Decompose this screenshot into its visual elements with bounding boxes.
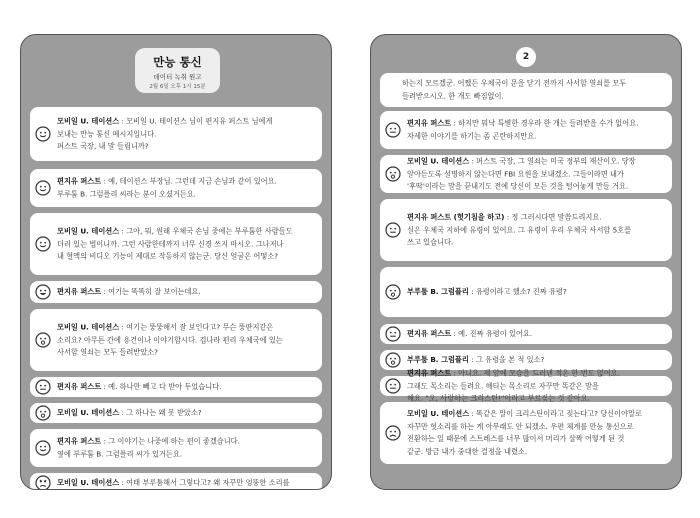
speaker-name: 편지유 퍼스트 xyxy=(407,368,452,378)
message-text xyxy=(407,328,664,341)
speaker-name: 부루툼 B. 그럼플리 xyxy=(407,354,469,364)
message-line: 그래도 목소리는 들려요. 해티는 목소리로 자꾸만 똑같은 말을 xyxy=(407,380,599,390)
message-line: : 퍼스트 국장, 그 열쇠는 미국 정부의 재산이오. 당장 xyxy=(469,156,636,166)
neutral-face-icon xyxy=(35,379,51,395)
message-bubble xyxy=(380,199,672,261)
message-line: 같군. 방금 내가 중대한 결정을 내렸소. xyxy=(407,446,528,456)
message-line: 사서함 열쇠는 모두 들려받았소? xyxy=(57,347,158,357)
message-bubble xyxy=(30,429,322,467)
neutral-face-icon xyxy=(385,222,401,238)
surprised-face-icon xyxy=(385,284,401,300)
message-line: 옆에 부루툼 B. 그럼플리 씨가 있거든요. xyxy=(57,449,183,458)
message-line: : 유령이라고 했소? 진짜 유령? xyxy=(468,286,567,296)
message-text xyxy=(57,286,314,299)
message-text xyxy=(407,367,664,405)
message-line: : 여기는 똑똑히 잘 보이는데요. xyxy=(101,286,201,296)
message-line: : 여기는 뚱뚱해서 잘 보인다고? 무슨 뚱딴지같은 xyxy=(119,322,274,332)
speaker-name: 모비일 U. 테이션스 xyxy=(407,156,470,166)
left-page xyxy=(20,34,332,490)
surprised-face-icon xyxy=(385,166,401,182)
speaker-name: 모비일 U. 테이션스 xyxy=(57,322,120,332)
happy-face-icon xyxy=(35,284,51,300)
message-line: 자세한 이야기를 하기는 좀 곤란하지만요. xyxy=(407,131,537,140)
message-line: 자꾸만 헛소리를 하는 게 아무래도 안 되겠소. 우편 체계를 만능 통신으로 xyxy=(407,421,634,431)
continued-message-bubble xyxy=(380,73,672,107)
message-bubble xyxy=(380,155,672,193)
message-line: : 그아, 뭐, 원래 우체국 손님 중에는 부루툼한 사람들도 xyxy=(119,226,293,236)
speaker-name: 부루툼 B. 그럼플리 xyxy=(407,286,469,296)
surprised-face-icon xyxy=(35,405,51,421)
message-text xyxy=(57,407,314,420)
surprised-face-icon xyxy=(385,352,401,368)
message-line: : 똑같은 말이 크리스틴이라고 짖는다고? 당신이야말로 xyxy=(469,409,642,418)
message-line: 보내는 만능 통신 메시지입니다. xyxy=(57,128,157,138)
message-line: : 예. 하나만 빼고 다 받아 두었습니다. xyxy=(101,381,222,391)
message-line: 부루툼 B. 그럼플리 씨라는 분이 오셨거든요. xyxy=(57,189,196,198)
message-line: : 하지만 뭐낙 특별한 경우라 한 개는 들려받을 수가 없어요. xyxy=(451,118,639,128)
message-text xyxy=(407,354,664,367)
message-line: 더러 있는 법이니까. 그런 사람한테까지 너무 신경 쓰지 마시오. 그나저나 xyxy=(57,238,284,248)
transcript-header xyxy=(135,48,220,93)
message-line: 들려받으시오. 한 개도 빠짐없이. xyxy=(402,91,504,100)
speaker-name: 편지유 퍼스트 xyxy=(57,436,102,446)
message-bubble xyxy=(30,473,322,490)
message-bubble xyxy=(380,111,672,149)
message-bubble xyxy=(380,324,672,344)
message-bubble xyxy=(30,309,322,371)
neutral-face-icon xyxy=(385,378,401,394)
speaker-name: 편지유 퍼스트 xyxy=(407,328,452,338)
message-line: 해요. "오, 사랑하는 크리스틴!"이라고 부르짖는 것 같아요. xyxy=(407,393,590,403)
message-text xyxy=(407,408,664,458)
angry-face-icon xyxy=(35,475,51,490)
message-line: : 그 이야기는 나중에 하는 편이 좋겠습니다. xyxy=(101,436,240,446)
page-number: 2 xyxy=(516,47,536,67)
page-subtitle: 데이터 녹취 원고 xyxy=(153,73,202,81)
message-bubble xyxy=(380,368,672,403)
message-line: : 예. 진짜 유령이 있어요. xyxy=(451,328,533,338)
message-line: '후딱'이라는 말을 끝내기도 전에 당신이 모든 것을 털어놓게 만들 거요. xyxy=(407,181,629,191)
message-bubble xyxy=(30,169,322,207)
message-bubble xyxy=(380,267,672,317)
message-text xyxy=(407,211,664,249)
message-bubble xyxy=(30,377,322,397)
message-line: : 예, 테이션스 부장님. 그런데 지금 손님과 같이 있어요. xyxy=(101,176,277,186)
message-text xyxy=(407,155,664,193)
message-line: 실은 우체국 지하에 유령이 있어요. 그 유령이 우리 우체국 사서함 5호를 xyxy=(407,224,632,234)
message-line: 전환하는 일 때문에 스트레스를 너무 많이서 머리가 살짝 어떻게 된 것 xyxy=(407,434,625,443)
speaker-name: 모비일 U. 테이션스 xyxy=(57,226,120,236)
neutral-face-icon xyxy=(385,122,401,138)
message-line: 하는지 모르겠군. 어쨌든 우체국이 문을 닫기 전까지 사서함 열쇠를 모두 xyxy=(402,78,627,88)
speaker-name: 모비일 U. 테이션스 xyxy=(57,116,120,126)
message-line: : 아니요. 제 앞에 모습을 드러낸 적은 한 번도 없어요. xyxy=(451,368,620,378)
smile-face-icon xyxy=(35,440,51,456)
speaker-name: 모비일 U. 테이션스 xyxy=(57,407,120,417)
message-line: : 그 하나는 왜 못 받았소? xyxy=(119,407,202,417)
message-line: 쓰고 있습니다. xyxy=(407,237,454,247)
speaker-name: 모비일 U. 테이션스 xyxy=(407,409,470,418)
message-text xyxy=(57,225,314,263)
surprised-face-icon xyxy=(35,332,51,348)
message-text xyxy=(57,436,314,461)
message-text xyxy=(57,477,314,490)
message-bubble xyxy=(30,281,322,303)
message-line: 퍼스트 국장, 내 말 들립니까? xyxy=(57,141,149,151)
message-text xyxy=(402,78,664,103)
page-title: 만능 통신 xyxy=(153,55,202,69)
smile-face-icon xyxy=(35,236,51,252)
message-text xyxy=(57,115,314,153)
message-line: : 여태 부루툼해서 그렇다고? 왜 자꾸만 엉뚱한 소리를 xyxy=(119,477,290,487)
message-line: 알아듣도록 설명하지 않는다면 FBI 요원을 보내겠소. 그들이라면 내가 xyxy=(407,168,624,178)
speaker-name: 모비일 U. 테이션스 xyxy=(57,477,120,487)
timestamp: 2월 6일 오후 1시 15분 xyxy=(149,84,206,90)
sad-face-icon xyxy=(385,425,401,441)
speaker-name: 편지유 퍼스트 (헛기침을 하고) xyxy=(407,212,505,222)
message-text xyxy=(407,118,664,143)
message-text xyxy=(57,381,314,394)
message-text xyxy=(57,176,314,201)
message-bubble xyxy=(30,213,322,275)
message-line: : 모비일 U. 테이션스 님이 편지유 퍼스트 님에게 xyxy=(119,116,273,126)
message-line: : 그 유령을 본 적 있소? xyxy=(468,354,545,364)
smile-face-icon xyxy=(35,180,51,196)
message-text xyxy=(407,286,664,299)
speaker-name: 편지유 퍼스트 xyxy=(57,381,102,391)
message-bubble xyxy=(30,107,322,161)
right-page xyxy=(370,34,682,490)
message-line: 소리요? 아무튼 간에 용건이나 이야기합시다. 겁나라 편리 우체국에 있는 xyxy=(57,334,283,344)
smile-face-icon xyxy=(35,126,51,142)
message-line: : 정 그러시다면 말씀드리지요. xyxy=(504,212,602,222)
message-bubble xyxy=(30,403,322,423)
neutral-face-icon xyxy=(385,326,401,342)
message-line: 내 혈액의 비디오 기능이 제대로 작동하지 않는군. 당신 얼굴은 어떻소? xyxy=(57,251,279,261)
speaker-name: 편지유 퍼스트 xyxy=(57,286,102,296)
speaker-name: 편지유 퍼스트 xyxy=(57,176,102,186)
message-text xyxy=(57,321,314,359)
message-bubble xyxy=(380,402,672,464)
speaker-name: 편지유 퍼스트 xyxy=(407,118,452,128)
